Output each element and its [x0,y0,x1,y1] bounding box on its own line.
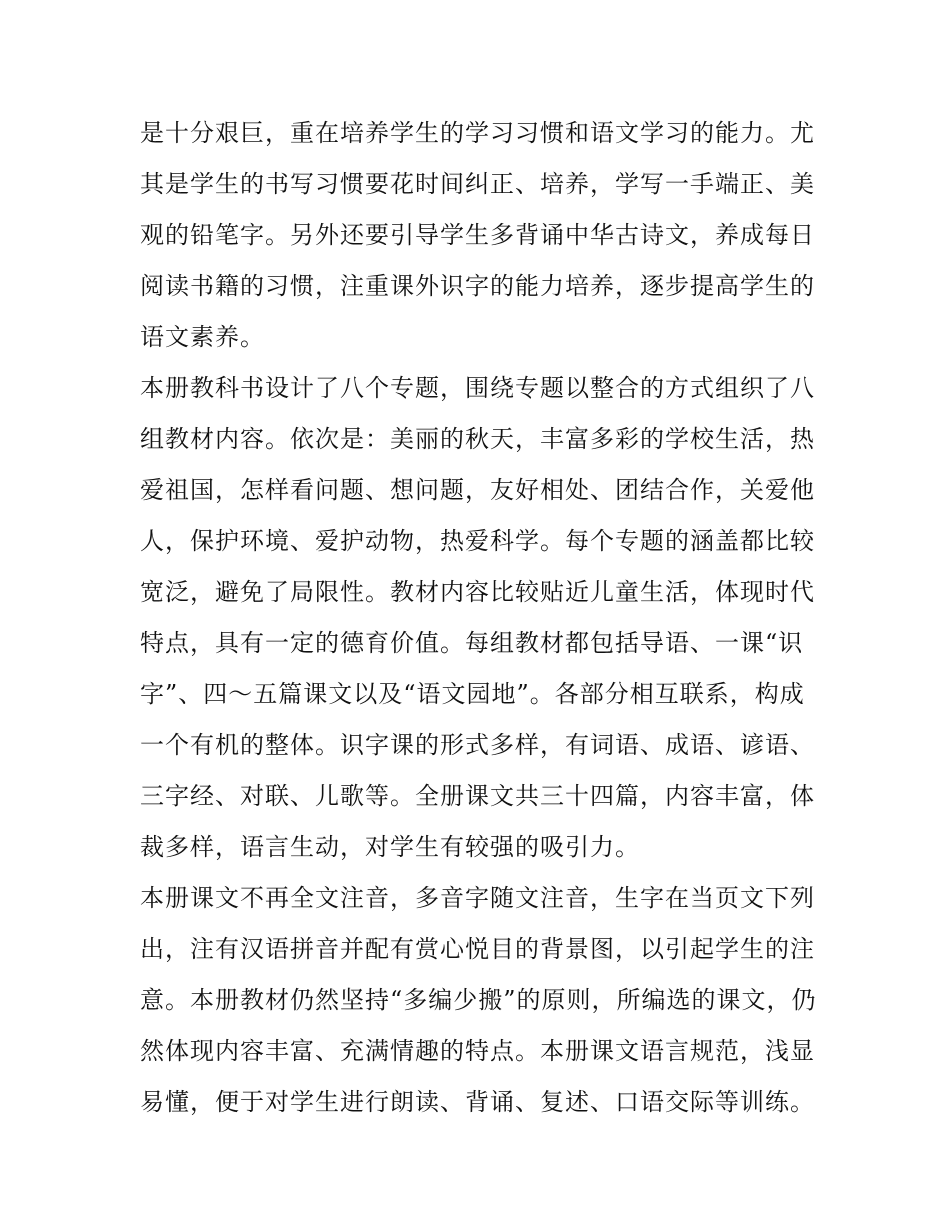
text-line: 观的铅笔字。另外还要引导学生多背诵中华古诗文，养成每日 [140,221,815,249]
text-line: 人，保护环境、爱护动物，热爱科学。每个专题的涵盖都比较 [140,527,815,555]
text-line: 爱祖国，怎样看问题、想问题，友好相处、团结合作，关爱他 [140,476,815,504]
document-page [140,108,820,1128]
paragraph-1 [140,108,820,363]
paragraph-3 [140,873,820,1128]
text-line: 本册教科书设计了八个专题，围绕专题以整合的方式组织了八 [140,374,815,402]
paragraph-2 [140,363,820,873]
text-line: 意。本册教材仍然坚持“多编少搬”的原则，所编选的课文，仍 [140,986,817,1014]
text-line: 然体现内容丰富、充满情趣的特点。本册课文语言规范，浅显 [140,1037,815,1065]
text-line: 特点，具有一定的德育价值。每组教材都包括导语、一课“识 [140,629,804,657]
text-line: 三字经、对联、儿歌等。全册课文共三十四篇，内容丰富，体 [140,782,815,810]
text-line: 宽泛，避免了局限性。教材内容比较贴近儿童生活，体现时代 [140,578,815,606]
text-line: 一个有机的整体。识字课的形式多样，有词语、成语、谚语、 [140,731,815,759]
text-line: 本册课文不再全文注音，多音字随文注音，生字在当页文下列 [140,884,815,912]
text-line: 组教材内容。依次是：美丽的秋天，丰富多彩的学校生活，热 [140,425,815,453]
text-line: 易懂，便于对学生进行朗读、背诵、复述、口语交际等训练。 [140,1088,815,1116]
text-line: 是十分艰巨，重在培养学生的学习习惯和语文学习的能力。尤 [140,119,815,147]
text-line: 语文素养。 [140,323,265,351]
text-line: 阅读书籍的习惯，注重课外识字的能力培养，逐步提高学生的 [140,272,815,300]
text-line: 字”、四～五篇课文以及“语文园地”。各部分相互联系，构成 [140,680,805,708]
text-line: 其是学生的书写习惯要花时间纠正、培养，学写一手端正、美 [140,170,815,198]
text-line: 出，注有汉语拼音并配有赏心悦目的背景图，以引起学生的注 [140,935,815,963]
text-line: 裁多样，语言生动，对学生有较强的吸引力。 [140,833,640,861]
